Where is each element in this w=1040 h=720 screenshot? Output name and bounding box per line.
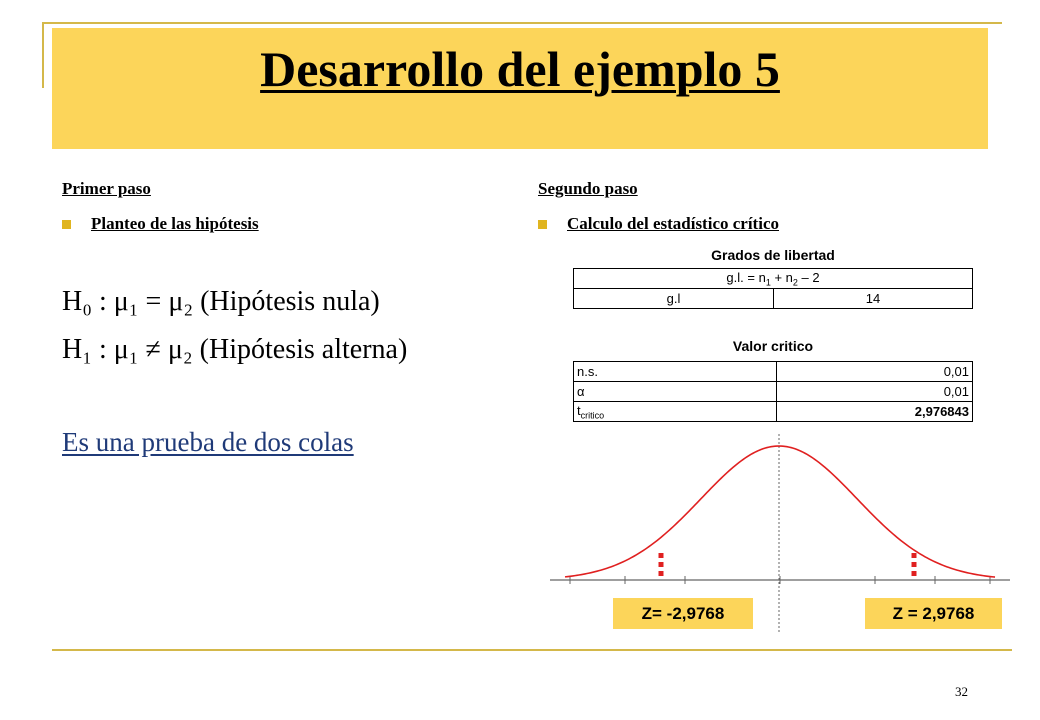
df-formula-row [574, 269, 973, 289]
first-step-label: Primer paso [62, 179, 151, 198]
crit-t-sub: critico [580, 410, 605, 421]
crit-t-value: 2,976843 [777, 402, 973, 422]
crit-table [573, 361, 973, 422]
df-formula-sub1: 1 [765, 277, 771, 288]
df-row-label: g.l [574, 289, 774, 309]
z-right-box: Z = 2,9768 [865, 598, 1002, 629]
critical-stat-bullet [538, 214, 779, 234]
df-table-caption: Grados de libertad [711, 247, 835, 263]
crit-row-alpha [574, 382, 973, 402]
crit-ns-value: 0,01 [777, 362, 973, 382]
df-formula-sub2: 2 [792, 277, 798, 288]
df-formula-prefix: g.l. = n [726, 269, 766, 285]
crit-ns-label: n.s. [574, 362, 777, 382]
crit-row-t [574, 402, 973, 422]
page-title: Desarrollo del ejemplo 5 [260, 41, 780, 97]
bullet-square-icon [62, 220, 71, 229]
normal-curve [565, 446, 995, 577]
critical-stat-bullet-text: Calculo del estadístico crítico [567, 214, 779, 233]
df-table [573, 268, 973, 309]
crit-row-ns [574, 362, 973, 382]
df-formula-cell [574, 269, 973, 289]
page-number: 32 [955, 684, 968, 699]
crit-t-label-cell [574, 402, 777, 422]
frame-line-bottom [52, 649, 1012, 651]
df-value-row [574, 289, 973, 309]
crit-t-label: t [577, 402, 581, 418]
two-tailed-conclusion[interactable]: Es una prueba de dos colas [62, 427, 354, 457]
crit-alpha-value: 0,01 [777, 382, 973, 402]
crit-alpha-label: α [574, 382, 777, 402]
z-left-box: Z= -2,9768 [613, 598, 753, 629]
frame-line-top [42, 22, 1002, 24]
bullet-square-icon [538, 220, 547, 229]
alternative-hypothesis: H₁ : μ₁ ≠ μ₂ (Hipótesis alterna) [62, 334, 408, 365]
df-row-value: 14 [774, 289, 973, 309]
second-step-label: Segundo paso [538, 179, 638, 198]
df-formula-mid: + n [770, 269, 793, 285]
crit-table-caption: Valor critico [732, 338, 814, 354]
df-formula-suffix: – 2 [797, 269, 820, 285]
null-hypothesis: H₀ : μ₁ = μ₂ (Hipótesis nula) [62, 286, 380, 317]
hypothesis-bullet [62, 214, 259, 234]
hypothesis-bullet-text: Planteo de las hipótesis [91, 214, 259, 233]
